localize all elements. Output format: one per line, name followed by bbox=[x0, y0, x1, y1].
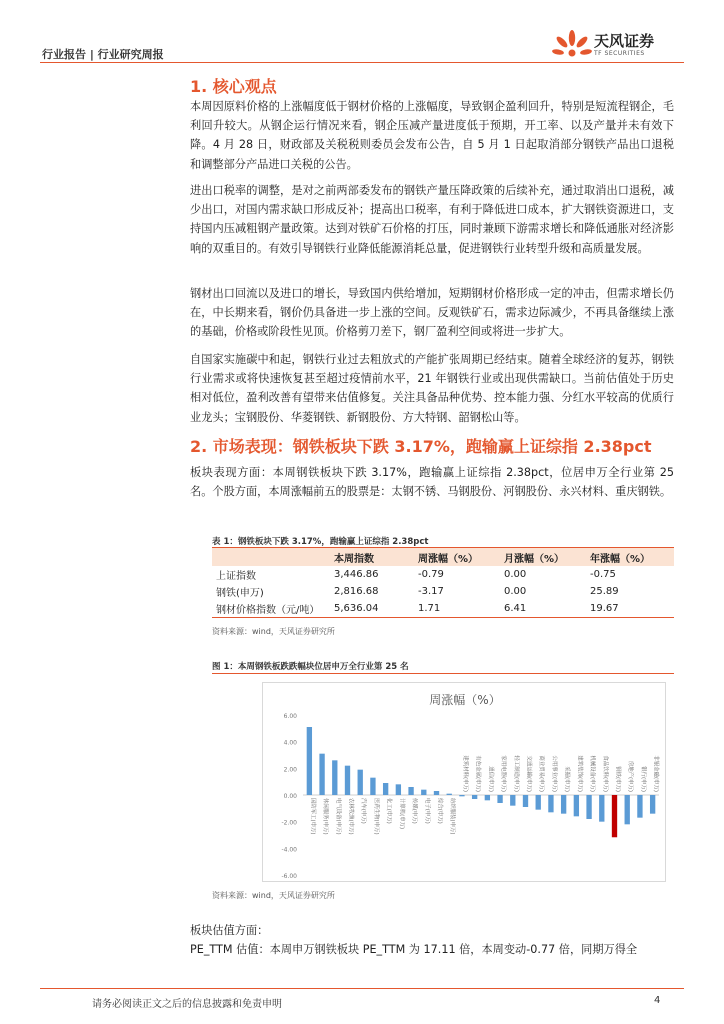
category-label: 有色金属(申万) bbox=[474, 755, 481, 792]
category-label: 休闲服务(申万) bbox=[322, 798, 329, 835]
highlight-bar bbox=[612, 795, 617, 837]
index-table bbox=[212, 548, 674, 618]
table-cell: -3.17 bbox=[418, 586, 444, 597]
bar bbox=[408, 787, 413, 795]
footer-disclaimer: 请务必阅读正文之后的信息披露和免责申明 bbox=[92, 999, 282, 1010]
category-label: 公用事业(申万) bbox=[550, 755, 557, 792]
bar bbox=[307, 727, 312, 795]
section-3-paragraph: PE_TTM 估值：本周申万钢铁板块 PE_TTM 为 17.11 倍，本周变动-0.77 倍，同期万得全 bbox=[190, 943, 638, 956]
category-label: 非银金融(申万) bbox=[652, 755, 659, 792]
y-tick-label: -2.00 bbox=[281, 819, 297, 827]
table-header-cell: 月涨幅（%） bbox=[500, 548, 586, 566]
table-cell: 25.89 bbox=[590, 586, 619, 597]
section-2-title: 2. 市场表现：钢铁板块下跌 3.17%，跑输赢上证综指 2.38pct bbox=[190, 437, 652, 456]
category-label: 家用电器(申万) bbox=[500, 755, 507, 792]
y-tick-label: -4.00 bbox=[281, 846, 297, 854]
bar bbox=[459, 795, 464, 796]
table-cell: 钢材价格指数（元/吨） bbox=[212, 600, 330, 617]
y-tick-label: 6.00 bbox=[283, 713, 297, 720]
table-cell: 2,816.68 bbox=[334, 586, 379, 597]
table-source: 资料来源：wind，天风证券研究所 bbox=[212, 627, 335, 636]
bar bbox=[625, 795, 630, 824]
table-cell: 0.00 bbox=[504, 569, 527, 580]
category-label: 国防军工(申万) bbox=[309, 798, 316, 835]
page-header bbox=[40, 22, 684, 68]
category-label: 银行(申万) bbox=[639, 766, 646, 792]
category-label: 传媒(申万) bbox=[411, 798, 418, 824]
category-label: 电气设备(申万) bbox=[334, 798, 341, 835]
category-label: 电子(申万) bbox=[423, 798, 430, 824]
figure-source: 资料来源：wind，天风证券研究所 bbox=[212, 891, 335, 900]
category-label: 综合(申万) bbox=[436, 798, 443, 824]
category-label: 建筑材料(申万) bbox=[461, 755, 468, 792]
bar bbox=[421, 790, 426, 795]
table-row bbox=[212, 600, 674, 617]
category-label: 计算机(申万) bbox=[398, 798, 405, 830]
bar bbox=[472, 795, 477, 799]
bar bbox=[383, 783, 388, 795]
table-cell: 19.67 bbox=[586, 600, 674, 617]
category-label: 轻工制造(申万) bbox=[512, 755, 519, 792]
table-cell: 0.00 bbox=[504, 586, 527, 597]
header-divider bbox=[40, 62, 684, 63]
bar bbox=[574, 795, 579, 816]
table-caption: 表 1：钢铁板块下跌 3.17%，跑输赢上证综指 2.38pct bbox=[212, 537, 429, 547]
bar bbox=[434, 791, 439, 795]
bar bbox=[370, 778, 375, 795]
category-label: 交通运输(申万) bbox=[525, 755, 532, 792]
category-label: 商业贸易(申万) bbox=[538, 755, 545, 792]
bar bbox=[650, 795, 655, 814]
section-1-paragraph-4: 自国家实施碳中和起，钢铁行业过去粗放式的产能扩张周期已经结束。随着全球经济的复苏，钢铁行业需求或将快速恢复甚至超过疫情前水平，21 年钢铁行业或出现供需缺口。当前估值处于历史相对低位，盈利改善有望带来估值修复。关注具备品种优势、控本能力强、分红水平较高的优质行业龙头；宝钢股份、华菱钢铁、新钢股份、方大特钢、韶钢松山等。 bbox=[190, 353, 674, 424]
category-label: 汽车(申万) bbox=[360, 798, 367, 824]
bar bbox=[447, 794, 452, 795]
category-label: 建筑装饰(申万) bbox=[576, 755, 583, 792]
category-label: 农林牧渔(申万) bbox=[347, 798, 354, 835]
section-1-title: 1. 核心观点 bbox=[190, 77, 277, 96]
company-logo bbox=[552, 26, 682, 60]
category-label: 纺织服装(申万) bbox=[449, 798, 456, 835]
section-1-paragraph-2: 进出口税率的调整，是对之前两部委发布的钢铁产量压降政策的后续补充，通过取消出口退税，减少出口，对国内需求缺口形成反补；提高出口税率，有利于降低进口成本，扩大钢铁资源进口，支持国内压减粗钢产量政策。达到对铁矿石价格的打压，同时兼顾下游需求增长和降低通胀对经济影响的双重目的。有效引导钢铁行业降低能源消耗总量，促进钢铁行业转型升级和高质量发展。 bbox=[190, 184, 674, 255]
table-cell: 3,446.86 bbox=[334, 569, 379, 580]
table-header-row bbox=[212, 548, 674, 566]
table-row bbox=[212, 583, 674, 600]
table-header-cell: 年涨幅（%） bbox=[586, 548, 674, 566]
bar bbox=[332, 760, 337, 795]
table-cell: 1.71 bbox=[414, 600, 500, 617]
table-header-cell: 周涨幅（%） bbox=[414, 548, 500, 566]
table-cell: -0.75 bbox=[590, 569, 616, 580]
chart-canvas bbox=[263, 683, 667, 883]
table-header-cell bbox=[212, 548, 330, 566]
category-label: 房地产(申万) bbox=[627, 760, 634, 792]
table-header-cell: 本周指数 bbox=[330, 548, 414, 566]
table-cell: 钢铁(申万) bbox=[216, 588, 264, 599]
bar bbox=[561, 795, 566, 814]
figure-caption: 图 1：本周钢铁板跌跌幅块位居申万全行业第 25 名 bbox=[212, 662, 409, 672]
fan-logo-icon bbox=[552, 26, 592, 60]
bar bbox=[548, 795, 553, 812]
footer-divider bbox=[40, 988, 684, 989]
bar bbox=[536, 795, 541, 810]
bar bbox=[396, 784, 401, 795]
bar bbox=[586, 795, 591, 819]
bar bbox=[523, 795, 528, 807]
bar bbox=[358, 770, 363, 795]
y-tick-label: 4.00 bbox=[283, 739, 297, 747]
section-1-paragraph-1: 本周因原料价格的上涨幅度低于钢材价格的上涨幅度，导致钢企盈利回升，特别是短流程钢企，毛利回升较大。从钢企运行情况来看，钢企压减产量进度低于预期，开工率、以及产量并未有效下降。4 月 28 日，财政部及关税税则委员会发布公告，自 5 月 1 日起取消部分钢铁产品出口退税和调整部分产品进口关税的公告。 bbox=[190, 100, 674, 171]
section-2-paragraph: 板块表现方面：本周钢铁板块下跌 3.17%，跑输赢上证综指 2.38pct，位居申万全行业第 25 名。个股方面，本周涨幅前五的股票是：太钢不锈、马钢股份、河钢股份、永兴材料、重庆钢铁。 bbox=[190, 466, 674, 499]
table-cell: 上证指数 bbox=[216, 571, 256, 582]
section-3-heading: 板块估值方面： bbox=[190, 924, 269, 937]
bar bbox=[485, 795, 490, 800]
bar bbox=[319, 754, 324, 795]
section-1-paragraph-3: 钢材出口回流以及进口的增长，导致国内供给增加，短期钢材价格形成一定的冲击，但需求增长仍在，中长期来看，钢价仍具备进一步上涨的空间。反观铁矿石，需求边际减少，不再具备继续上涨的基础，价格或阶段性见顶。价格剪刀差下，钢厂盈利空间或将进一步扩大。 bbox=[190, 287, 674, 339]
category-label: 化工(申万) bbox=[385, 798, 392, 824]
y-tick-label: 2.00 bbox=[283, 766, 297, 774]
category-label: 通信(申万) bbox=[487, 766, 494, 792]
logo-name: 天风证券 bbox=[594, 32, 655, 50]
bar bbox=[497, 795, 502, 803]
category-label: 机械设备(申万) bbox=[589, 755, 596, 792]
table-cell: -0.79 bbox=[418, 569, 444, 580]
bar bbox=[599, 795, 604, 822]
industry-weekly-change-chart bbox=[262, 682, 666, 882]
bar bbox=[345, 766, 350, 795]
table-cell: 6.41 bbox=[500, 600, 586, 617]
bar bbox=[637, 795, 642, 818]
category-label: 医药生物(申万) bbox=[372, 798, 379, 835]
category-label: 钢铁(申万) bbox=[614, 766, 621, 792]
report-type: 行业报告 | 行业研究周报 bbox=[42, 48, 164, 61]
logo-subtitle: TF SECURITIES bbox=[594, 50, 645, 57]
chart-title: 周涨幅（%） bbox=[429, 693, 501, 707]
y-tick-label: 0.00 bbox=[283, 793, 297, 800]
table-cell: 5,636.04 bbox=[330, 600, 414, 617]
bar bbox=[510, 795, 515, 806]
y-tick-label: -6.00 bbox=[281, 873, 297, 880]
page-number: 4 bbox=[654, 995, 661, 1006]
category-label: 采掘(申万) bbox=[563, 766, 570, 792]
table-row bbox=[212, 566, 674, 583]
category-label: 食品饮料(申万) bbox=[601, 755, 608, 792]
figure-caption-divider bbox=[212, 673, 674, 674]
